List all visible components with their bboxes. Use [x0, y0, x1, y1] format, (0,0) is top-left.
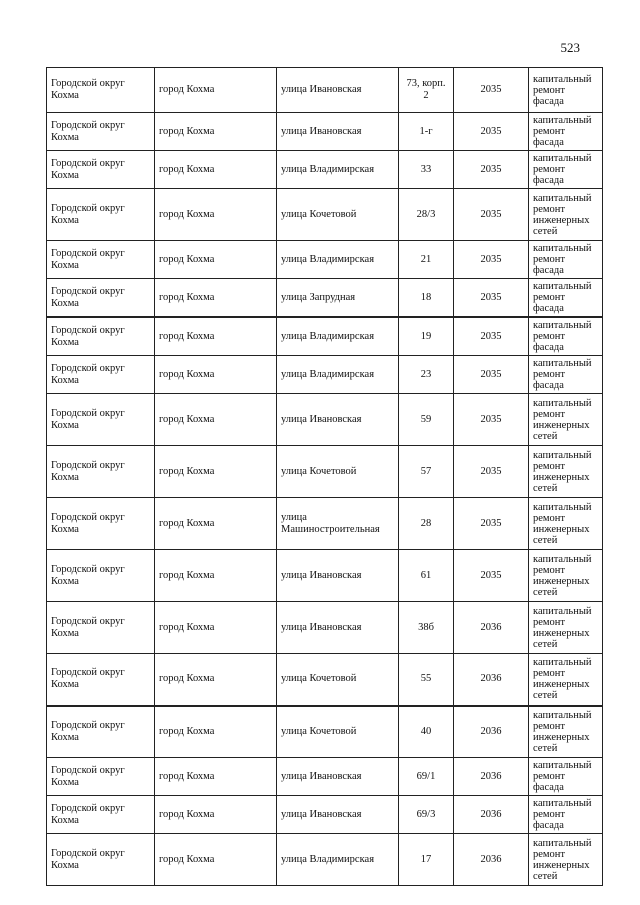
- cell-city: город Кохма: [155, 113, 277, 151]
- cell-year: 2035: [454, 394, 529, 446]
- cell-work: капитальный ремонт фасада: [529, 356, 603, 394]
- cell-work: капитальный ремонт фасада: [529, 113, 603, 151]
- cell-street: улица Владимирская: [277, 356, 399, 394]
- table-row: [47, 151, 603, 189]
- cell-okrug: Городской округ Кохма: [47, 113, 155, 151]
- table-row: [47, 279, 603, 318]
- cell-street: улица Кочетовой: [277, 654, 399, 706]
- cell-city: город Кохма: [155, 68, 277, 113]
- cell-okrug: Городской округ Кохма: [47, 796, 155, 834]
- cell-year: 2036: [454, 654, 529, 706]
- cell-okrug: Городской округ Кохма: [47, 706, 155, 758]
- cell-work: капитальный ремонт фасада: [529, 68, 603, 113]
- cell-city: город Кохма: [155, 654, 277, 706]
- cell-street: улица Владимирская: [277, 151, 399, 189]
- cell-street: улица Кочетовой: [277, 706, 399, 758]
- cell-street: улица Кочетовой: [277, 446, 399, 498]
- cell-city: город Кохма: [155, 241, 277, 279]
- cell-street: улица Ивановская: [277, 68, 399, 113]
- cell-house: 40: [399, 706, 454, 758]
- cell-work: капитальный ремонт инженерных сетей: [529, 602, 603, 654]
- cell-year: 2035: [454, 113, 529, 151]
- cell-year: 2036: [454, 796, 529, 834]
- table-row: [47, 394, 603, 446]
- table-row: [47, 602, 603, 654]
- cell-work: капитальный ремонт инженерных сетей: [529, 654, 603, 706]
- cell-work: капитальный ремонт фасада: [529, 279, 603, 318]
- table-row: [47, 356, 603, 394]
- cell-house: 18: [399, 279, 454, 318]
- cell-city: город Кохма: [155, 189, 277, 241]
- cell-okrug: Городской округ Кохма: [47, 317, 155, 356]
- repair-schedule-table: [46, 67, 603, 886]
- page-number: 523: [560, 40, 580, 55]
- cell-year: 2035: [454, 317, 529, 356]
- cell-year: 2035: [454, 241, 529, 279]
- cell-year: 2036: [454, 602, 529, 654]
- cell-work: капитальный ремонт инженерных сетей: [529, 394, 603, 446]
- cell-street: улица Ивановская: [277, 602, 399, 654]
- cell-city: город Кохма: [155, 279, 277, 318]
- cell-city: город Кохма: [155, 706, 277, 758]
- cell-street: улица Владимирская: [277, 317, 399, 356]
- cell-okrug: Городской округ Кохма: [47, 758, 155, 796]
- cell-house: 1-г: [399, 113, 454, 151]
- cell-street: улица Ивановская: [277, 796, 399, 834]
- cell-street: улица Ивановская: [277, 758, 399, 796]
- table-row: [47, 113, 603, 151]
- cell-year: 2036: [454, 834, 529, 886]
- cell-house: 28: [399, 498, 454, 550]
- table-row: [47, 758, 603, 796]
- table-row: [47, 834, 603, 886]
- table-row: [47, 498, 603, 550]
- cell-house: 57: [399, 446, 454, 498]
- cell-work: капитальный ремонт инженерных сетей: [529, 189, 603, 241]
- cell-year: 2035: [454, 446, 529, 498]
- cell-okrug: Городской округ Кохма: [47, 241, 155, 279]
- table-row: [47, 317, 603, 356]
- cell-house: 33: [399, 151, 454, 189]
- cell-house: 55: [399, 654, 454, 706]
- table-row: [47, 550, 603, 602]
- cell-house: 73, корп. 2: [399, 68, 454, 113]
- cell-street: улица Машиностроительная: [277, 498, 399, 550]
- table-body: [47, 68, 603, 886]
- cell-year: 2035: [454, 498, 529, 550]
- cell-work: капитальный ремонт инженерных сетей: [529, 834, 603, 886]
- cell-house: 59: [399, 394, 454, 446]
- cell-year: 2035: [454, 279, 529, 318]
- cell-work: капитальный ремонт инженерных сетей: [529, 706, 603, 758]
- cell-work: капитальный ремонт фасада: [529, 317, 603, 356]
- cell-city: город Кохма: [155, 602, 277, 654]
- cell-city: город Кохма: [155, 834, 277, 886]
- table-row: [47, 654, 603, 706]
- cell-street: улица Владимирская: [277, 241, 399, 279]
- cell-okrug: Городской округ Кохма: [47, 446, 155, 498]
- cell-house: 17: [399, 834, 454, 886]
- cell-city: город Кохма: [155, 356, 277, 394]
- cell-street: улица Ивановская: [277, 113, 399, 151]
- cell-year: 2036: [454, 706, 529, 758]
- cell-okrug: Городской округ Кохма: [47, 602, 155, 654]
- cell-okrug: Городской округ Кохма: [47, 356, 155, 394]
- cell-street: улица Владимирская: [277, 834, 399, 886]
- cell-year: 2035: [454, 151, 529, 189]
- cell-city: город Кохма: [155, 758, 277, 796]
- table-row: [47, 706, 603, 758]
- cell-work: капитальный ремонт инженерных сетей: [529, 498, 603, 550]
- cell-okrug: Городской округ Кохма: [47, 550, 155, 602]
- cell-city: город Кохма: [155, 151, 277, 189]
- cell-city: город Кохма: [155, 446, 277, 498]
- table-row: [47, 241, 603, 279]
- cell-year: 2035: [454, 550, 529, 602]
- cell-city: город Кохма: [155, 498, 277, 550]
- cell-house: 28/3: [399, 189, 454, 241]
- cell-okrug: Городской округ Кохма: [47, 68, 155, 113]
- cell-house: 61: [399, 550, 454, 602]
- table-row: [47, 189, 603, 241]
- cell-year: 2036: [454, 758, 529, 796]
- table-row: [47, 68, 603, 113]
- cell-city: город Кохма: [155, 796, 277, 834]
- cell-house: 23: [399, 356, 454, 394]
- cell-okrug: Городской округ Кохма: [47, 151, 155, 189]
- cell-okrug: Городской округ Кохма: [47, 279, 155, 318]
- cell-house: 69/1: [399, 758, 454, 796]
- cell-work: капитальный ремонт фасада: [529, 151, 603, 189]
- cell-house: 38б: [399, 602, 454, 654]
- cell-house: 19: [399, 317, 454, 356]
- cell-city: город Кохма: [155, 394, 277, 446]
- cell-house: 69/3: [399, 796, 454, 834]
- cell-okrug: Городской округ Кохма: [47, 189, 155, 241]
- cell-year: 2035: [454, 68, 529, 113]
- cell-street: улица Ивановская: [277, 550, 399, 602]
- cell-work: капитальный ремонт фасада: [529, 241, 603, 279]
- cell-street: улица Ивановская: [277, 394, 399, 446]
- table-row: [47, 446, 603, 498]
- cell-year: 2035: [454, 189, 529, 241]
- cell-okrug: Городской округ Кохма: [47, 498, 155, 550]
- cell-street: улица Кочетовой: [277, 189, 399, 241]
- cell-house: 21: [399, 241, 454, 279]
- table-row: [47, 796, 603, 834]
- cell-city: город Кохма: [155, 550, 277, 602]
- cell-okrug: Городской округ Кохма: [47, 834, 155, 886]
- cell-okrug: Городской округ Кохма: [47, 394, 155, 446]
- cell-work: капитальный ремонт инженерных сетей: [529, 550, 603, 602]
- cell-work: капитальный ремонт фасада: [529, 796, 603, 834]
- cell-work: капитальный ремонт инженерных сетей: [529, 446, 603, 498]
- cell-city: город Кохма: [155, 317, 277, 356]
- cell-year: 2035: [454, 356, 529, 394]
- cell-street: улица Запрудная: [277, 279, 399, 318]
- cell-okrug: Городской округ Кохма: [47, 654, 155, 706]
- cell-work: капитальный ремонт фасада: [529, 758, 603, 796]
